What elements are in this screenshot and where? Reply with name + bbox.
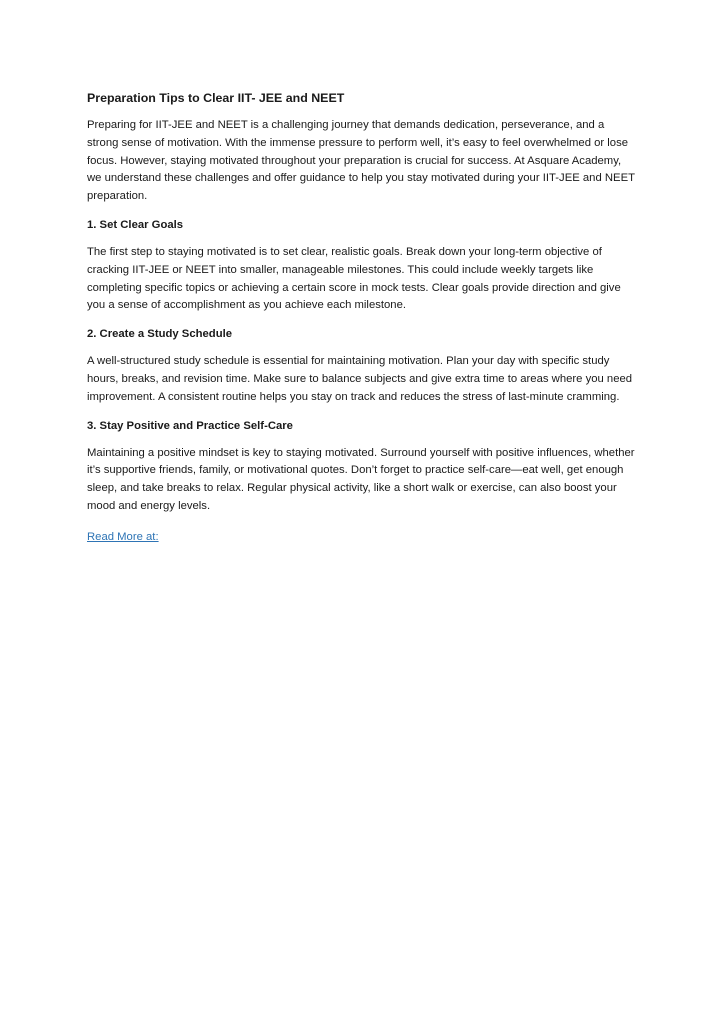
section-body-set-clear-goals: The first step to staying motivated is to set clear, realistic goals. Break down your long-term objective of cracking IIT-JEE or NEET into smaller, manageable milestones. This could include weekly targets like completing specific topics or achieving a certain score in mock tests. Clear goals provide direction and give you a sense of accomplishment as you achieve each milestone.: [87, 245, 621, 312]
document-title: Preparation Tips to Clear IIT- JEE and NEET: [87, 91, 345, 105]
section-heading-set-clear-goals: 1. Set Clear Goals: [87, 218, 184, 231]
intro-paragraph: Preparing for IIT-JEE and NEET is a challenging journey that demands dedication, perseverance, and a strong sense of motivation. With the immense pressure to perform well, it’s easy to feel overwhelmed or lose focus. However, staying motivated throughout your preparation is crucial for success. At Asquare Academy, we understand these challenges and offer guidance to help you stay motivated during your IIT-JEE and NEET preparation.: [87, 119, 635, 203]
section-body-stay-positive: Maintaining a positive mindset is key to staying motivated. Surround yourself with positive influences, whether it’s supportive friends, family, or motivational quotes. Don’t forget to practice self-care—eat well, get enough sleep, and take breaks to relax. Regular physical activity, like a short walk or exercise, can also boost your mood and energy levels.: [87, 446, 635, 512]
section-heading-stay-positive: 3. Stay Positive and Practice Self-Care: [87, 419, 293, 432]
document-page: [87, 90, 635, 546]
section-body-create-study-schedule: A well-structured study schedule is essential for maintaining motivation. Plan your day with specific study hours, breaks, and revision time. Make sure to balance subjects and give extra time to areas where you need improvement. A consistent routine helps you stay on track and reduces the stress of last-minute cramming.: [87, 355, 633, 403]
read-more-link[interactable]: Read More at:: [87, 530, 159, 543]
section-heading-create-study-schedule: 2. Create a Study Schedule: [87, 328, 233, 341]
